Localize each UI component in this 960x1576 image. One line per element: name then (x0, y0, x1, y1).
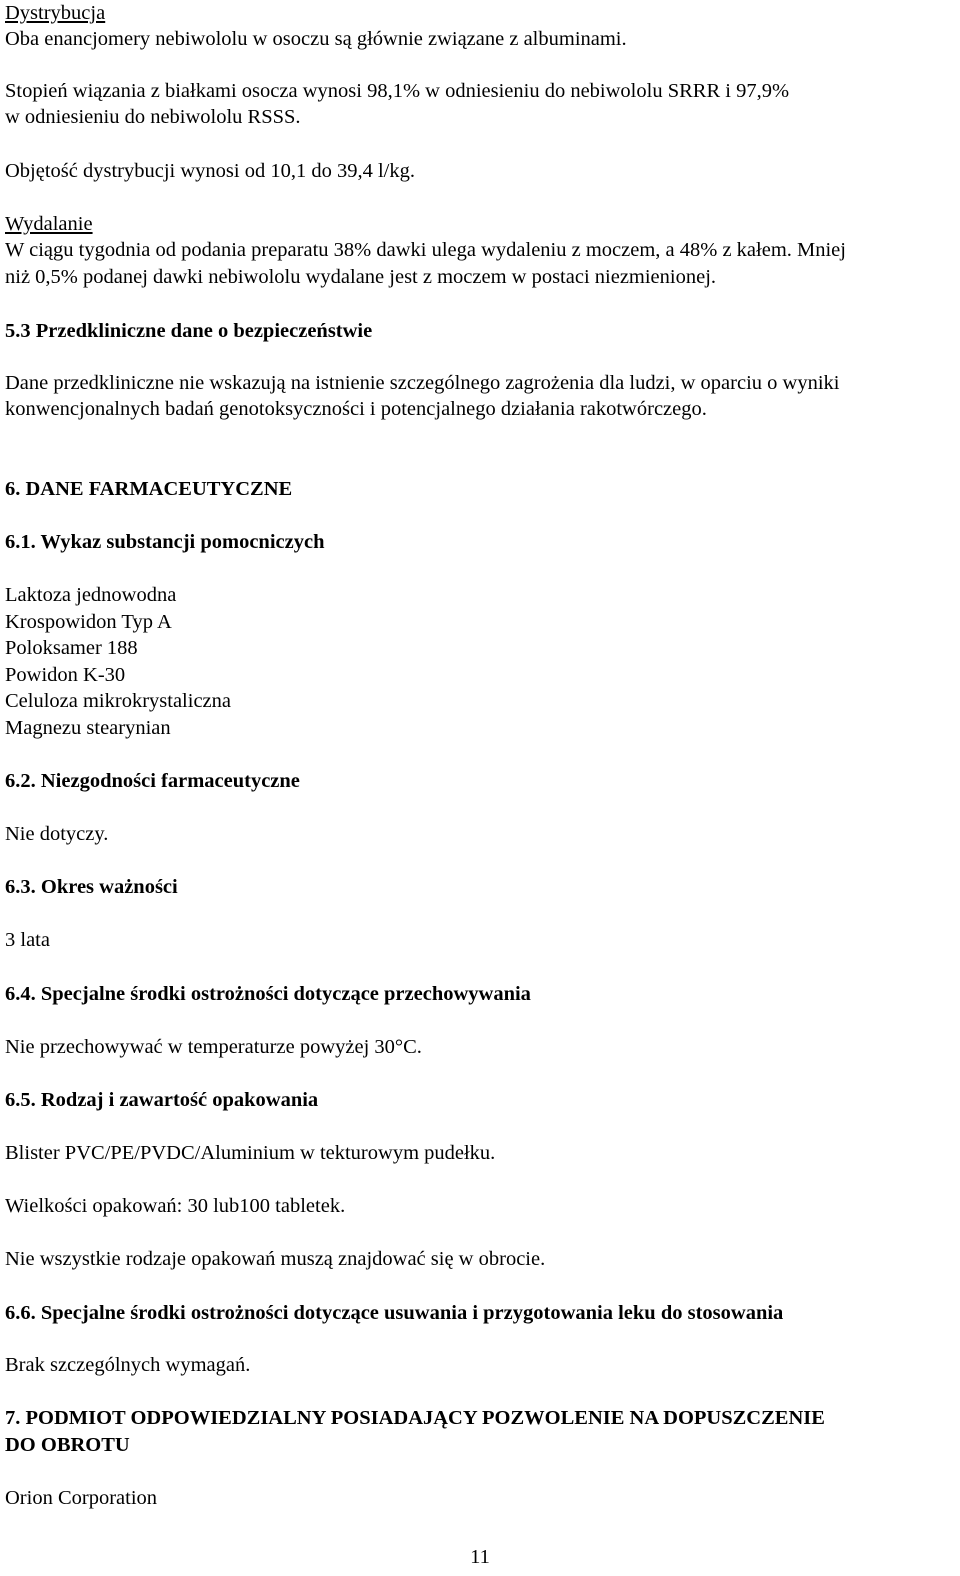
paragraph-line: konwencjonalnych badań genotoksyczności i potencjalnego działania rakotwórczego. (5, 398, 707, 420)
section-heading-dystrybucja: Dystrybucja (5, 2, 106, 24)
excipient-item: Poloksamer 188 (5, 637, 138, 659)
section-heading-6-1: 6.1. Wykaz substancji pomocniczych (5, 531, 325, 553)
paragraph-line: Oba enancjomery nebiwololu w osoczu są głównie związane z albuminami. (5, 28, 627, 50)
excipient-item: Krospowidon Typ A (5, 611, 172, 633)
section-heading-7: 7. PODMIOT ODPOWIEDZIALNY POSIADAJĄCY POZWOLENIE NA DOPUSZCZENIE (5, 1407, 825, 1429)
paragraph-line: w odniesieniu do nebiwololu RSSS. (5, 106, 301, 128)
page-number: 11 (470, 1546, 490, 1568)
excipient-item: Magnezu stearynian (5, 717, 171, 739)
section-heading-6-5: 6.5. Rodzaj i zawartość opakowania (5, 1089, 319, 1111)
paragraph-line: Wielkości opakowań: 30 lub100 tabletek. (5, 1195, 346, 1217)
paragraph-line: Brak szczególnych wymagań. (5, 1354, 251, 1376)
paragraph-line: Orion Corporation (5, 1487, 158, 1509)
excipient-item: Laktoza jednowodna (5, 584, 177, 606)
paragraph-line: Stopień wiązania z białkami osocza wynosi 98,1% w odniesieniu do nebiwololu SRRR i 97,9% (5, 80, 790, 102)
section-heading-5-3: 5.3 Przedkliniczne dane o bezpieczeństwie (5, 320, 373, 342)
paragraph-line: Nie dotyczy. (5, 823, 109, 845)
section-heading-6: 6. DANE FARMACEUTYCZNE (5, 478, 293, 500)
paragraph-line: 3 lata (5, 929, 50, 951)
paragraph-line: Nie przechowywać w temperaturze powyżej 30°C. (5, 1036, 422, 1058)
section-heading-6-4: 6.4. Specjalne środki ostrożności dotyczące przechowywania (5, 983, 531, 1005)
section-heading-6-2: 6.2. Niezgodności farmaceutyczne (5, 770, 300, 792)
section-heading-wydalanie: Wydalanie (5, 213, 93, 235)
paragraph-line: Dane przedkliniczne nie wskazują na istnienie szczególnego zagrożenia dla ludzi, w oparciu o wyniki (5, 372, 840, 394)
section-heading-7-cont: DO OBROTU (5, 1434, 130, 1456)
paragraph-line: Blister PVC/PE/PVDC/Aluminium w tekturowym pudełku. (5, 1142, 496, 1164)
paragraph-line: niż 0,5% podanej dawki nebiwololu wydalane jest z moczem w postaci niezmienionej. (5, 266, 717, 288)
excipient-item: Powidon K-30 (5, 664, 126, 686)
section-heading-6-3: 6.3. Okres ważności (5, 876, 178, 898)
paragraph-line: Nie wszystkie rodzaje opakowań muszą znajdować się w obrocie. (5, 1248, 546, 1270)
excipient-item: Celuloza mikrokrystaliczna (5, 690, 231, 712)
paragraph-line: W ciągu tygodnia od podania preparatu 38% dawki ulega wydaleniu z moczem, a 48% z kałem. Mniej (5, 239, 846, 261)
paragraph-line: Objętość dystrybucji wynosi od 10,1 do 39,4 l/kg. (5, 160, 415, 182)
section-heading-6-6: 6.6. Specjalne środki ostrożności dotyczące usuwania i przygotowania leku do stosowania (5, 1302, 784, 1324)
